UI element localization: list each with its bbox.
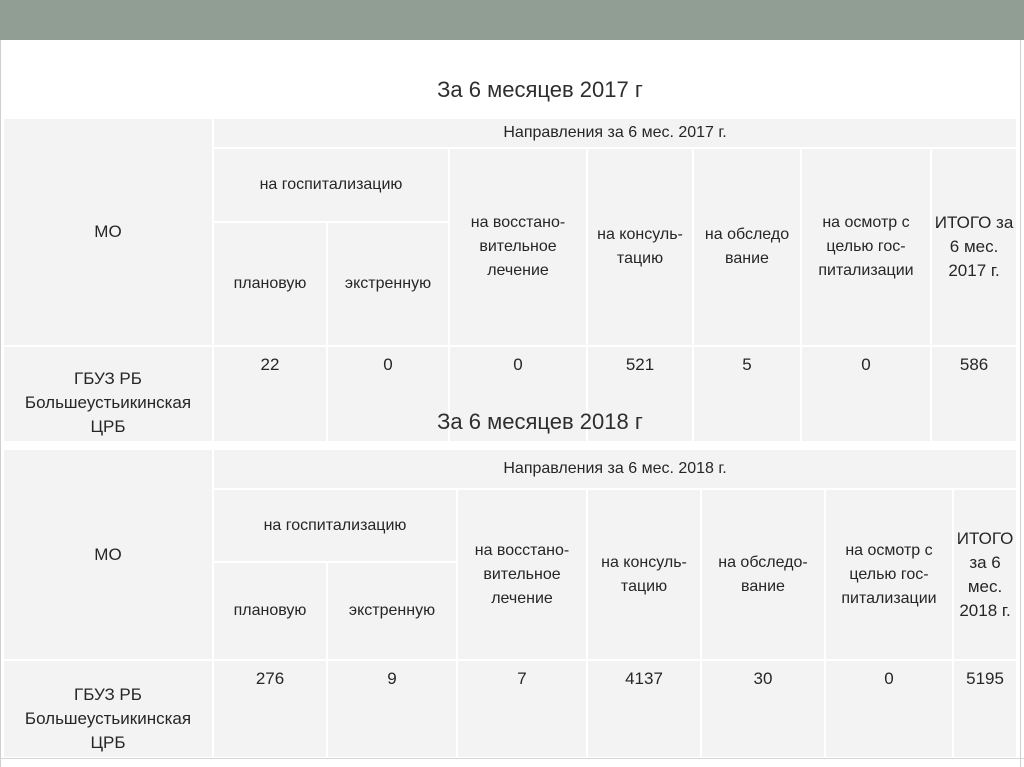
- inspection-header: на осмотр с целью гос-питализации: [825, 489, 953, 660]
- exam-value: 5: [693, 346, 801, 442]
- emergency-value: 0: [327, 346, 449, 442]
- total-value: 5195: [953, 660, 1017, 758]
- inspection-value: 0: [825, 660, 953, 758]
- rehab-header: на восстано-вительное лечение: [449, 148, 587, 346]
- hospitalization-header: на госпитализацию: [213, 489, 457, 562]
- organization-cell: ГБУЗ РБ Большеустьикинская ЦРБ: [3, 660, 213, 758]
- inspection-value: 0: [801, 346, 931, 442]
- mo-header: МО: [3, 118, 213, 346]
- consult-value: 4137: [587, 660, 701, 758]
- emergency-value: 9: [327, 660, 457, 758]
- emergency-header: экстренную: [327, 222, 449, 346]
- bottom-divider: [0, 758, 1024, 759]
- directions-header: Направления за 6 мес. 2017 г.: [213, 118, 1017, 148]
- consult-header: на консуль-тацию: [587, 148, 693, 346]
- consult-header: на консуль-тацию: [587, 489, 701, 660]
- mo-header: МО: [3, 449, 213, 660]
- planned-header: плановую: [213, 562, 327, 660]
- total-header: ИТОГО за 6 мес. 2018 г.: [953, 489, 1017, 660]
- title-2018: За 6 месяцев 2018 г: [437, 409, 643, 434]
- organization-cell: ГБУЗ РБ Большеустьикинская ЦРБ: [3, 346, 213, 442]
- exam-header: на обследо вание: [693, 148, 801, 346]
- emergency-header: экстренную: [327, 562, 457, 660]
- title-2017: За 6 месяцев 2017 г: [437, 77, 643, 102]
- directions-header: Направления за 6 мес. 2018 г.: [213, 449, 1017, 489]
- consult-value: 521: [587, 346, 693, 442]
- referrals-table-2017: [2, 117, 1018, 443]
- slide-right-border: [1020, 40, 1021, 767]
- planned-header: плановую: [213, 222, 327, 346]
- total-header: ИТОГО за 6 мес. 2017 г.: [931, 148, 1017, 346]
- rehab-value: 0: [449, 346, 587, 442]
- slide-header-bar: [0, 0, 1024, 40]
- planned-value: 22: [213, 346, 327, 442]
- referrals-table-2018: [2, 448, 1018, 759]
- planned-value: 276: [213, 660, 327, 758]
- rehab-value: 7: [457, 660, 587, 758]
- total-value: 586: [931, 346, 1017, 442]
- rehab-header: на восстано-вительное лечение: [457, 489, 587, 660]
- inspection-header: на осмотр с целью гос-питализации: [801, 148, 931, 346]
- slide-left-border: [0, 40, 1, 767]
- exam-value: 30: [701, 660, 825, 758]
- exam-header: на обследо-вание: [701, 489, 825, 660]
- hospitalization-header: на госпитализацию: [213, 148, 449, 222]
